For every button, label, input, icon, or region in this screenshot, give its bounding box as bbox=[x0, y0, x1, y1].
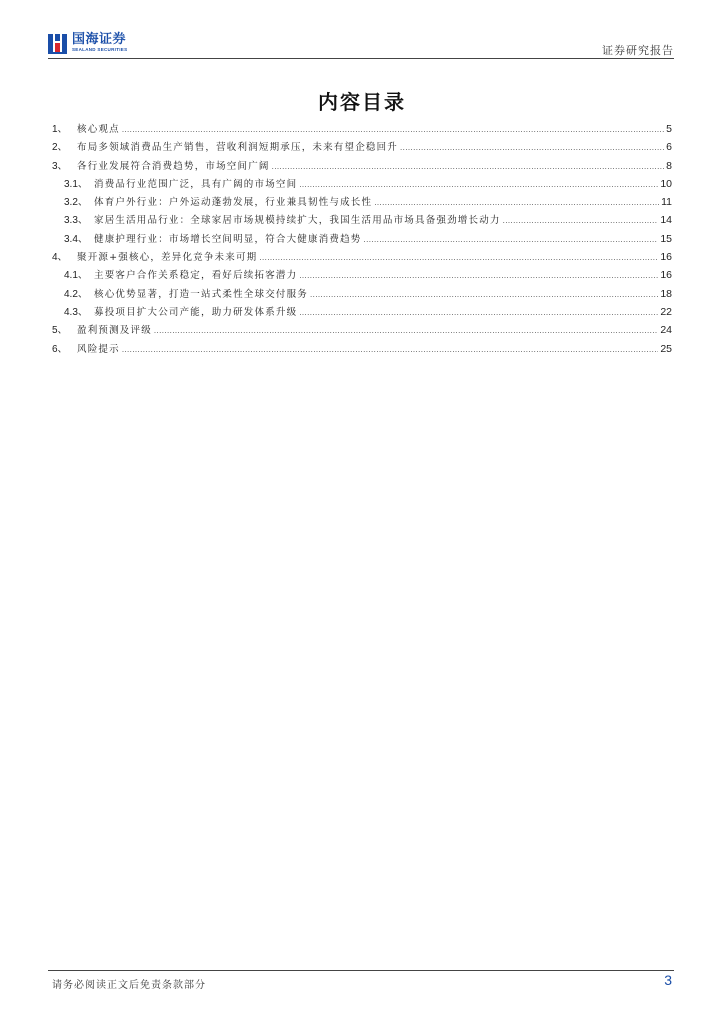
toc-entry-title: 核心观点 bbox=[77, 124, 120, 135]
toc-entry-number: 4.3、 bbox=[64, 306, 88, 318]
toc-entry[interactable] bbox=[52, 230, 672, 248]
toc-entry-number: 4.2、 bbox=[64, 288, 88, 300]
toc-leader-dots bbox=[374, 198, 659, 207]
toc-entry-title: 盈利预测及评级 bbox=[77, 325, 152, 337]
toc-entry[interactable] bbox=[52, 175, 672, 193]
toc-entry[interactable] bbox=[52, 266, 672, 284]
toc-entry[interactable] bbox=[52, 303, 672, 321]
toc-entry[interactable] bbox=[52, 211, 672, 229]
toc-entry[interactable] bbox=[52, 193, 672, 211]
toc-entry-title: 布局多领域消费品生产销售，营收利润短期承压，未来有望企稳回升 bbox=[77, 142, 399, 154]
page-number: 3 bbox=[664, 972, 672, 988]
report-type-label: 证券研究报告 bbox=[602, 44, 674, 57]
toc-entry-number: 1、 bbox=[52, 124, 68, 135]
footer-disclaimer: 请务必阅读正文后免责条款部分 bbox=[52, 980, 206, 991]
toc-entry-page: 22 bbox=[660, 305, 672, 318]
toc-leader-dots bbox=[122, 125, 664, 134]
toc-entry[interactable] bbox=[52, 120, 672, 138]
toc-entry[interactable] bbox=[52, 138, 672, 156]
sealand-logo-icon bbox=[48, 32, 68, 54]
toc-entry-number: 3.4、 bbox=[64, 233, 88, 245]
toc-entry-page: 11 bbox=[661, 196, 672, 209]
toc-leader-dots bbox=[259, 253, 658, 262]
toc-leader-dots bbox=[154, 326, 658, 335]
toc-entry-title: 募投项目扩大公司产能，助力研发体系升级 bbox=[94, 306, 298, 318]
toc-entry-number: 3.3、 bbox=[64, 215, 88, 227]
table-of-contents bbox=[52, 120, 672, 358]
toc-entry[interactable] bbox=[52, 157, 672, 175]
toc-entry-page: 24 bbox=[660, 324, 672, 337]
toc-entry-title: 各行业发展符合消费趋势，市场空间广阔 bbox=[77, 160, 270, 172]
footer-divider bbox=[48, 970, 674, 971]
toc-entry-number: 3、 bbox=[52, 160, 68, 172]
toc-entry-title: 家居生活用品行业：全球家居市场规模持续扩大，我国生活用品市场具备强劲增长动力 bbox=[94, 215, 501, 227]
toc-leader-dots bbox=[400, 143, 664, 152]
toc-leader-dots bbox=[299, 271, 658, 280]
toc-leader-dots bbox=[299, 308, 658, 317]
toc-entry-title: 健康护理行业：市场增长空间明显，符合大健康消费趋势 bbox=[94, 233, 362, 245]
logo-name-cn: 国海证券 bbox=[72, 32, 127, 48]
toc-entry-title: 风险提示 bbox=[77, 343, 120, 355]
toc-leader-dots bbox=[310, 290, 658, 299]
logo-name-en: SEALAND SECURITIES bbox=[72, 47, 128, 53]
toc-entry-title: 聚开源+强核心，差异化竞争未来可期 bbox=[77, 252, 258, 264]
toc-entry[interactable] bbox=[52, 248, 672, 266]
toc-entry-page: 25 bbox=[660, 342, 672, 355]
toc-entry-number: 5、 bbox=[52, 325, 68, 337]
header-divider bbox=[48, 58, 674, 59]
toc-entry-page: 15 bbox=[660, 232, 672, 245]
toc-entry-number: 4.1、 bbox=[64, 270, 88, 282]
toc-entry-page: 16 bbox=[660, 269, 672, 282]
toc-entry-number: 2、 bbox=[52, 142, 68, 154]
toc-leader-dots bbox=[364, 235, 659, 244]
toc-entry-page: 16 bbox=[660, 251, 672, 264]
toc-entry-page: 10 bbox=[660, 177, 672, 190]
toc-entry[interactable] bbox=[52, 285, 672, 303]
toc-entry-page: 6 bbox=[666, 141, 672, 154]
toc-entry-number: 3.1、 bbox=[64, 178, 88, 190]
toc-entry-number: 4、 bbox=[52, 252, 68, 264]
company-logo bbox=[48, 30, 127, 56]
toc-entry-page: 14 bbox=[660, 214, 672, 227]
toc-entry-number: 3.2、 bbox=[64, 197, 88, 209]
toc-entry-title: 体育户外行业：户外运动蓬勃发展，行业兼具韧性与成长性 bbox=[94, 197, 373, 209]
page-header bbox=[48, 30, 674, 60]
toc-leader-dots bbox=[272, 162, 665, 171]
toc-entry-number: 6、 bbox=[52, 343, 68, 355]
toc-title: 内容目录 bbox=[318, 90, 406, 114]
toc-entry[interactable] bbox=[52, 340, 672, 358]
toc-leader-dots bbox=[122, 345, 659, 354]
toc-leader-dots bbox=[503, 216, 659, 225]
toc-entry-title: 核心优势显著，打造一站式柔性全球交付服务 bbox=[94, 288, 309, 300]
toc-entry-title: 主要客户合作关系稳定，看好后续拓客潜力 bbox=[94, 270, 298, 282]
toc-entry[interactable] bbox=[52, 321, 672, 339]
toc-entry-page: 5 bbox=[666, 123, 672, 135]
toc-leader-dots bbox=[299, 180, 658, 189]
toc-entry-page: 18 bbox=[660, 287, 672, 300]
toc-entry-page: 8 bbox=[666, 159, 672, 172]
toc-entry-title: 消费品行业范围广泛，具有广阔的市场空间 bbox=[94, 178, 298, 190]
